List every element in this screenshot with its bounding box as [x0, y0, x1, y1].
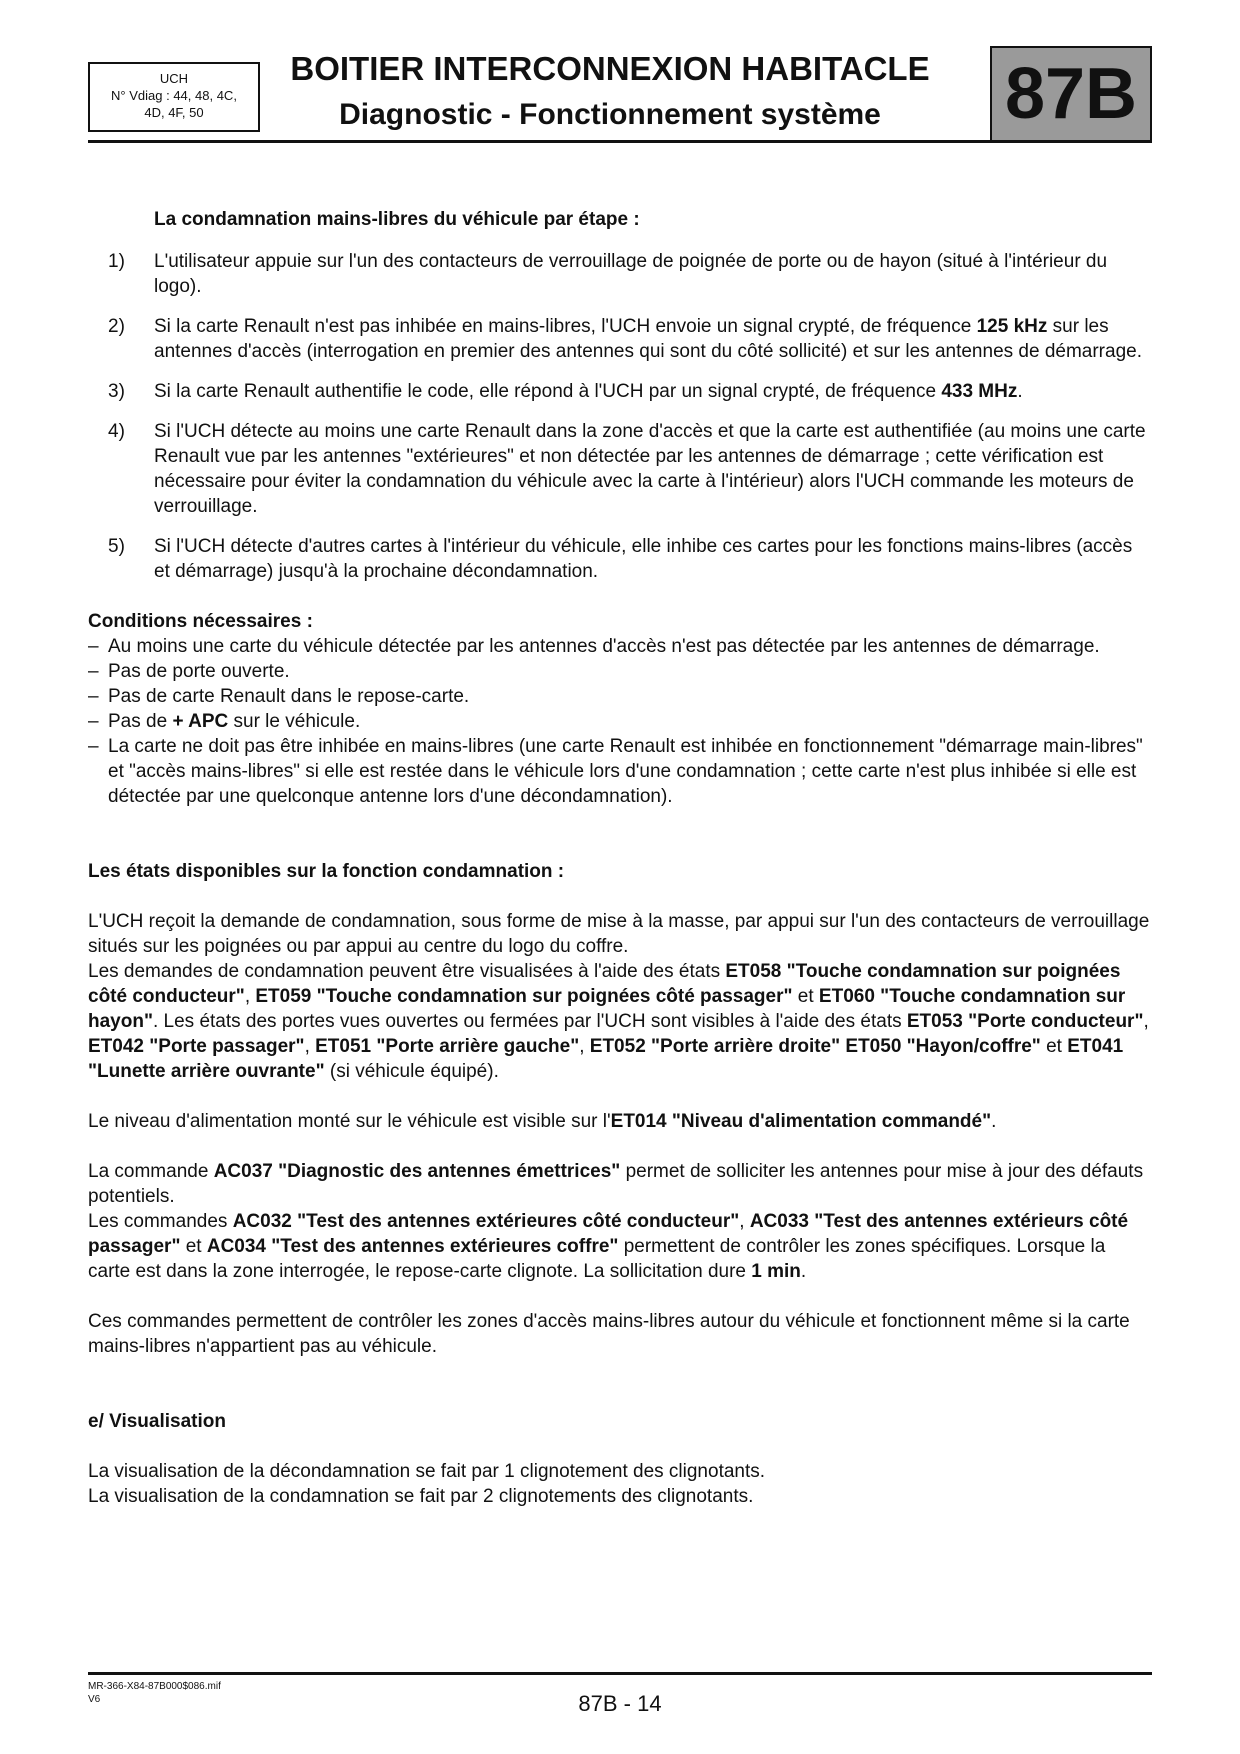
footer-version: V6	[88, 1694, 101, 1705]
text-part: et	[180, 1236, 207, 1257]
conditions-heading: Conditions nécessaires :	[88, 611, 313, 632]
page-number: 87B - 14	[578, 1691, 662, 1716]
state-ref: ET052 "Porte arrière droite"	[589, 1036, 841, 1057]
page-content	[88, 207, 1152, 1509]
visualisation-heading: e/ Visualisation	[88, 1411, 226, 1432]
state-ref: ET042 "Porte passager"	[88, 1036, 305, 1057]
text-part: ,	[739, 1211, 750, 1232]
step-number: 4)	[108, 421, 125, 442]
list-item	[88, 709, 1152, 734]
command-ref: AC037 "Diagnostic des antennes émettrices"	[213, 1161, 621, 1182]
condition-text-part: sur le véhicule.	[228, 711, 361, 732]
condition-text: Au moins une carte du véhicule détectée par les antennes d'accès n'est pas détectée par les antennes de démarrage.	[108, 636, 1100, 657]
vdiag-box-line2: N° Vdiag : 44, 48, 4C,	[111, 88, 237, 103]
state-ref: ET041 "Lunette arrière ouvrante"	[88, 1036, 1124, 1082]
vdiag-box-line3: 4D, 4F, 50	[144, 105, 204, 120]
etats-heading: Les états disponibles sur la fonction condamnation :	[88, 861, 565, 882]
conditions-list	[88, 634, 1152, 809]
condition-text: Pas de porte ouverte.	[108, 661, 290, 682]
frequency-value: 433 MHz	[941, 381, 1018, 402]
step-text: L'utilisateur appuie sur l'un des contacteurs de verrouillage de poignée de porte ou de hayon (situé à l'intérieur du logo).	[154, 251, 1108, 297]
text-part: Les commandes	[88, 1211, 233, 1232]
etats-paragraph	[88, 1109, 1152, 1134]
list-item	[88, 534, 1152, 584]
list-item	[88, 634, 1152, 659]
step-text	[154, 314, 1152, 364]
state-ref: ET060 "Touche condamnation sur hayon"	[88, 986, 1126, 1032]
dash-marker: –	[88, 711, 99, 732]
step-text-part: sur les antennes d'accès (interrogation en premier des antennes qui sont du côté sollicité) et sur les antennes de démarrage.	[154, 316, 1142, 362]
condition-text: La carte ne doit pas être inhibée en mains-libres (une carte Renault est inhibée en fonctionnement "démarrage main-libres" et "accès mains-libres" si elle est restée dans le véhicule lors d'une condamnation ; cette carte n'est plus inhibée si elle est détectée par une quelconque antenne lors d'une décondamnation).	[108, 736, 1143, 807]
list-item	[88, 249, 1152, 299]
list-item	[88, 684, 1152, 709]
state-ref: ET059 "Touche condamnation sur poignées côté passager"	[255, 986, 793, 1007]
dash-marker: –	[88, 636, 99, 657]
condition-text: Pas de carte Renault dans le repose-carte.	[108, 686, 470, 707]
text-part: .	[991, 1111, 997, 1132]
list-item	[88, 314, 1152, 364]
footer-meta	[88, 1680, 221, 1706]
section-code-badge: 87B	[990, 46, 1152, 142]
step-text: Si l'UCH détecte au moins une carte Renault dans la zone d'accès et que la carte est authentifiée (au moins une carte Renault vue par les antennes "extérieures" et non détectée par les antennes de démarrage ; cette vérification est nécessaire pour éviter la condamnation du véhicule avec la carte à l'intérieur) alors l'UCH commande les moteurs de verrouillage.	[154, 421, 1146, 517]
list-item	[88, 379, 1152, 404]
step-text: Si l'UCH détecte d'autres cartes à l'intérieur du véhicule, elle inhibe ces cartes pour les fonctions mains-libres (accès et démarrage) jusqu'à la prochaine décondamnation.	[154, 536, 1133, 582]
text-part: et	[1040, 1036, 1068, 1057]
text-part: Le niveau d'alimentation monté sur le véhicule est visible sur l'	[88, 1111, 611, 1132]
list-item	[88, 659, 1152, 684]
state-ref: ET053 "Porte conducteur"	[906, 1011, 1144, 1032]
text-part: permettent de contrôler les zones spécifiques. Lorsque la carte est dans la zone interrogée, le repose-carte clignote. La sollicitation dure	[88, 1236, 1106, 1282]
state-ref: ET058 "Touche condamnation sur poignées côté conducteur"	[88, 961, 1121, 1007]
state-ref: ET050 "Hayon/coffre"	[845, 1036, 1041, 1057]
text-part: (si véhicule équipé).	[324, 1061, 499, 1082]
visualisation-line: La visualisation de la condamnation se fait par 2 clignotements des clignotants.	[88, 1486, 754, 1507]
dash-marker: –	[88, 661, 99, 682]
etats-paragraph	[88, 1159, 1152, 1209]
state-ref: ET014 "Niveau d'alimentation commandé"	[610, 1111, 992, 1132]
step-text-part: .	[1017, 381, 1023, 402]
step-number: 3)	[108, 381, 125, 402]
etats-paragraph	[88, 1209, 1152, 1284]
command-ref: AC032 "Test des antennes extérieures côté conducteur"	[232, 1211, 740, 1232]
etats-paragraph: L'UCH reçoit la demande de condamnation, sous forme de mise à la masse, par appui sur l'un des contacteurs de verrouillage situés sur les poignées ou par appui au centre du logo du coffre.	[88, 911, 1150, 957]
text-part: ,	[304, 1036, 316, 1057]
frequency-value: 125 kHz	[976, 316, 1048, 337]
vdiag-box	[88, 62, 260, 132]
footer-divider	[88, 1672, 1152, 1675]
visualisation-line: La visualisation de la décondamnation se fait par 1 clignotement des clignotants.	[88, 1461, 766, 1482]
page-title: BOITIER INTERCONNEXION HABITACLE	[290, 50, 930, 87]
text-part: .	[800, 1261, 807, 1282]
text-part: permet de solliciter les antennes pour mise à jour des défauts potentiels.	[88, 1161, 1144, 1207]
etats-paragraph: Ces commandes permettent de contrôler les zones d'accès mains-libres autour du véhicule et fonctionnent même si la carte mains-libres n'appartient pas au véhicule.	[88, 1311, 1130, 1357]
step-number: 2)	[108, 316, 125, 337]
text-part: ,	[244, 986, 256, 1007]
condition-text	[108, 709, 1152, 734]
etats-paragraph	[88, 959, 1152, 1084]
header-divider	[88, 140, 1152, 143]
step-text	[154, 379, 1152, 404]
dash-marker: –	[88, 686, 99, 707]
vdiag-box-line1: UCH	[159, 71, 189, 86]
list-item	[88, 419, 1152, 519]
apc-label: + APC	[172, 711, 229, 732]
step-text-part: Si la carte Renault authentifie le code, elle répond à l'UCH par un signal crypté, de fréquence	[154, 381, 942, 402]
duration-value: 1 min	[751, 1261, 801, 1282]
steps-heading: La condamnation mains-libres du véhicule par étape :	[154, 209, 640, 230]
command-ref: AC034 "Test des antennes extérieures coffre"	[206, 1236, 619, 1257]
step-number: 1)	[108, 251, 125, 272]
text-part: . Les états des portes vues ouvertes ou fermées par l'UCH sont visibles à l'aide des états	[152, 1011, 907, 1032]
text-part: ,	[1143, 1011, 1149, 1032]
footer-file-ref: MR-366-X84-87B000$086.mif	[88, 1681, 221, 1692]
text-part: La commande	[88, 1161, 214, 1182]
command-ref: AC033 "Test des antennes extérieurs côté passager"	[88, 1211, 1129, 1257]
dash-marker: –	[88, 736, 99, 757]
text-part: et	[792, 986, 819, 1007]
page-subtitle: Diagnostic - Fonctionnement système	[339, 98, 881, 131]
condition-text-part: Pas de	[108, 711, 173, 732]
list-item	[88, 734, 1152, 809]
step-number: 5)	[108, 536, 125, 557]
state-ref: ET051 "Porte arrière gauche"	[315, 1036, 580, 1057]
text-part: ,	[579, 1036, 590, 1057]
step-text-part: Si la carte Renault n'est pas inhibée en mains-libres, l'UCH envoie un signal crypté, de fréquence	[154, 316, 977, 337]
text-part: Les demandes de condamnation peuvent être visualisées à l'aide des états	[88, 961, 726, 982]
